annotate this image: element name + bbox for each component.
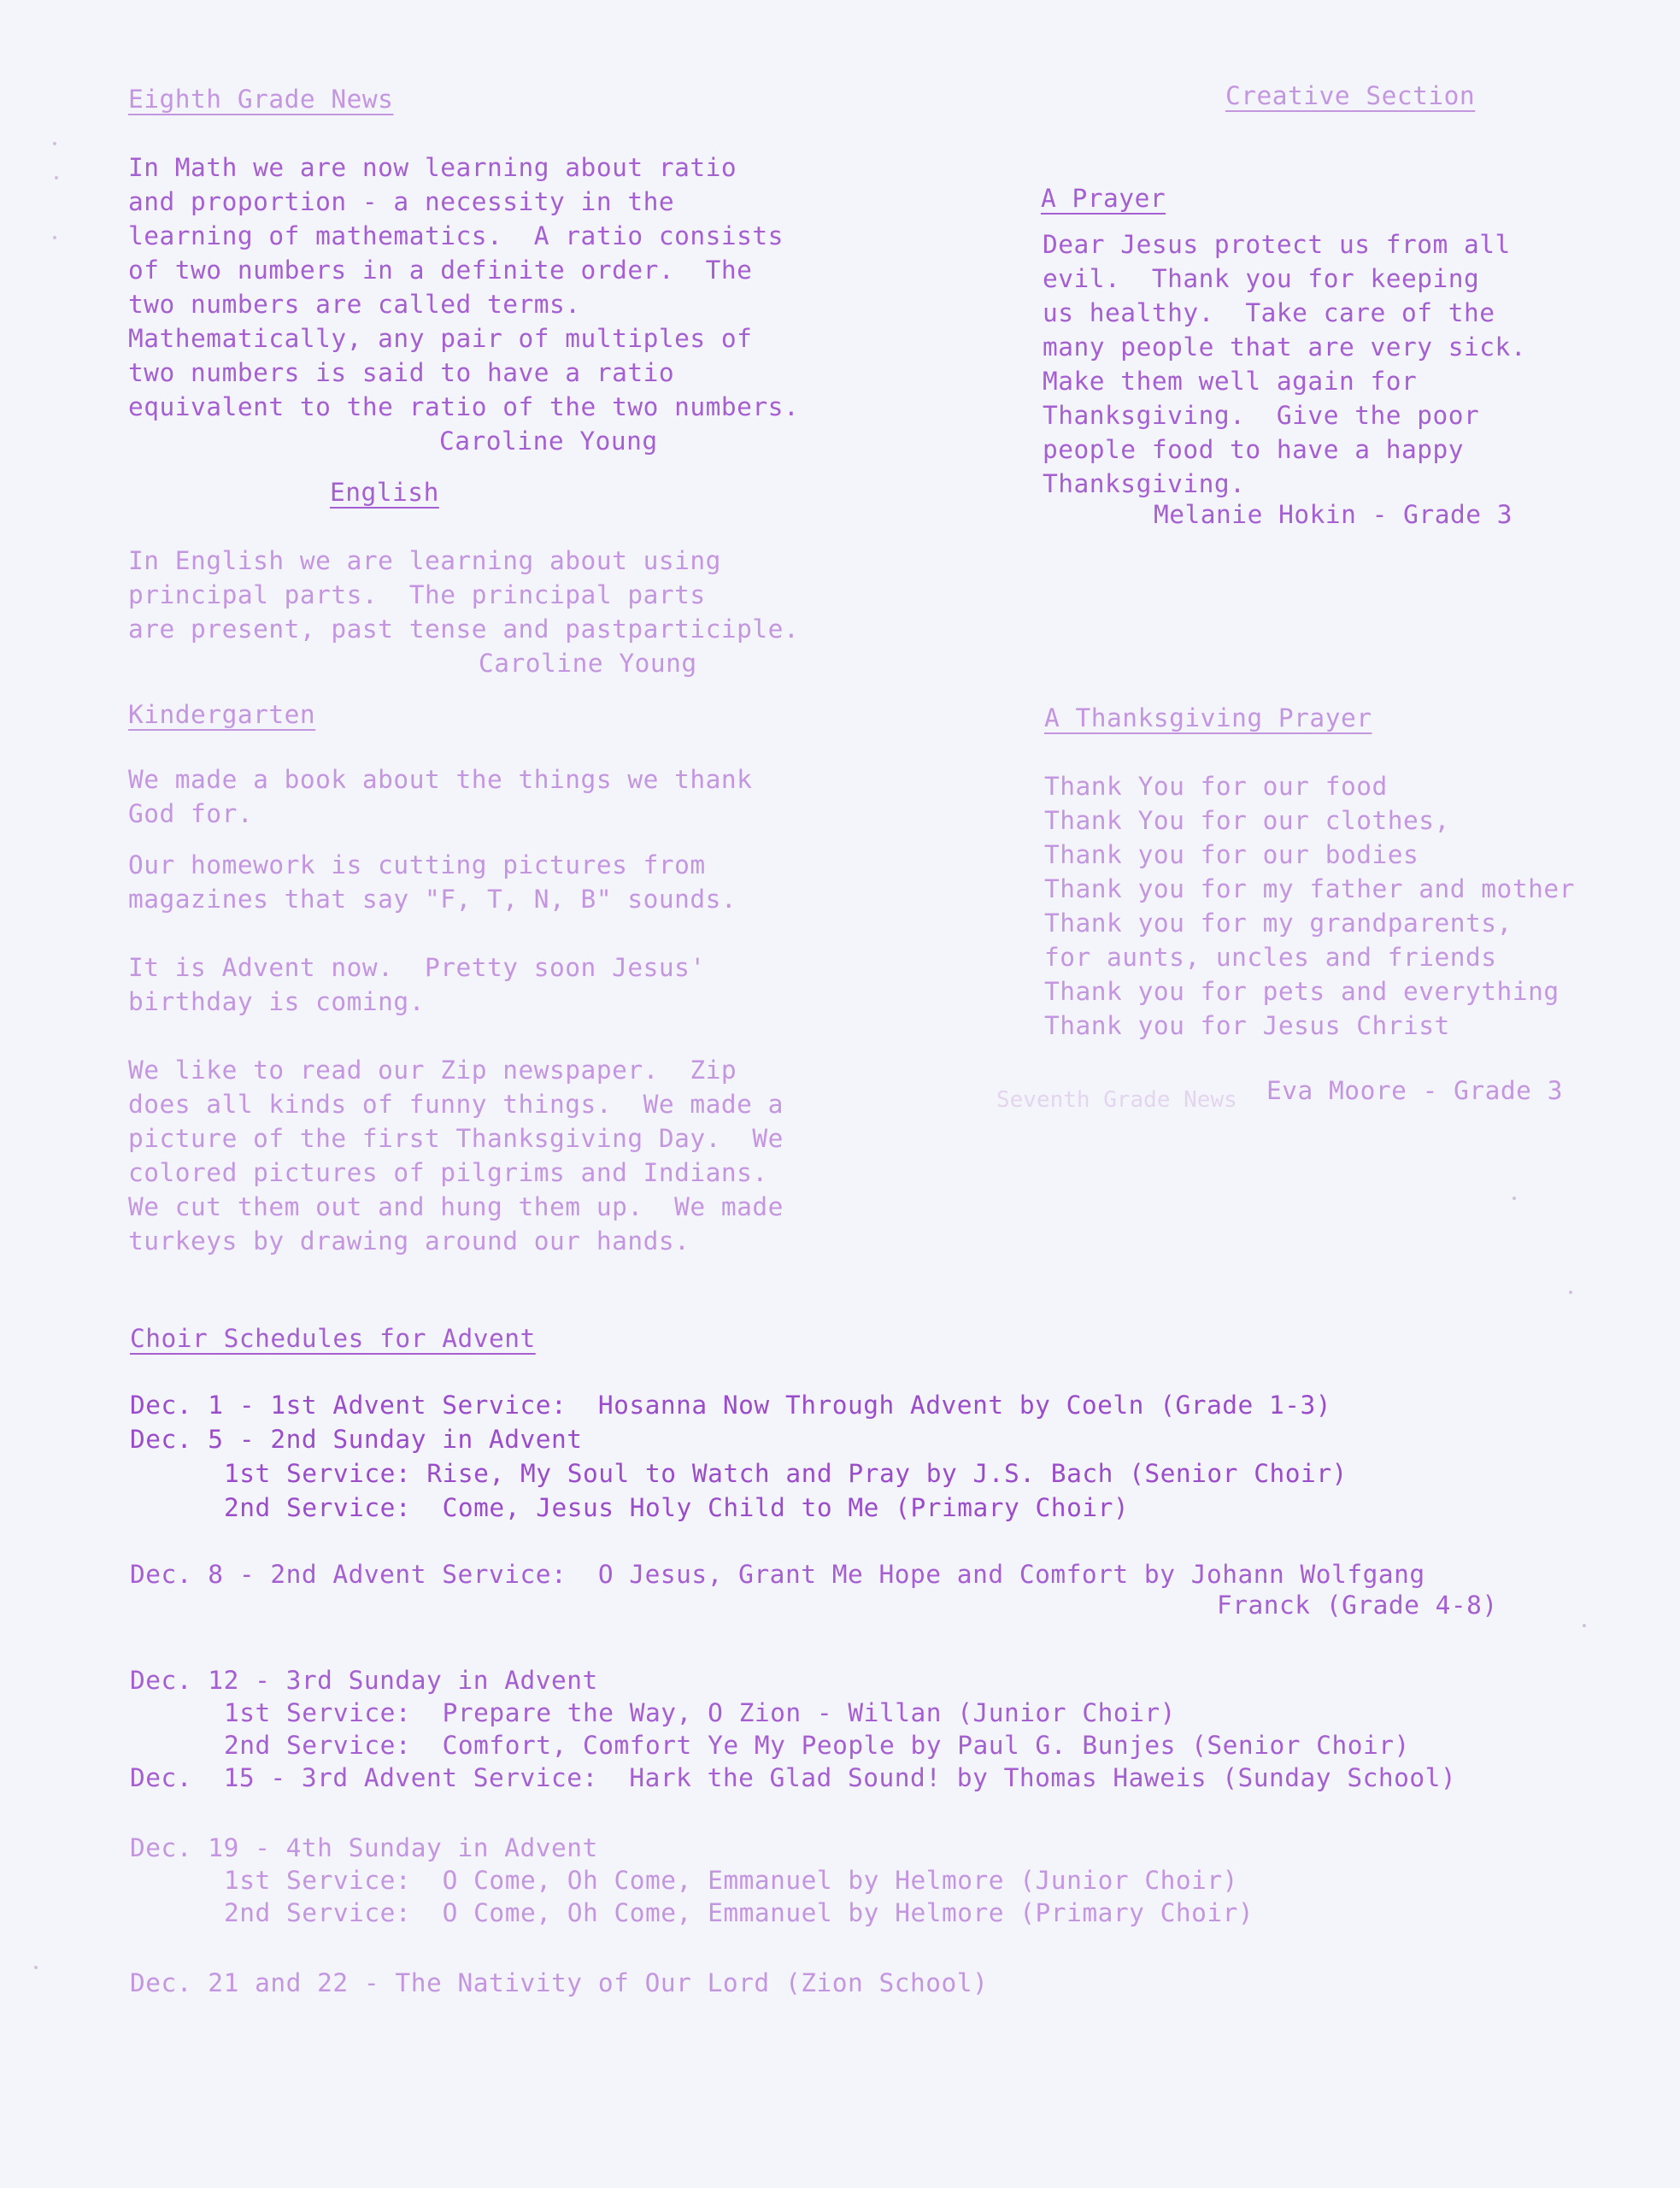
eighth-grade-line: In Math we are now learning about ratio xyxy=(128,153,737,182)
kindergarten-line: Our homework is cutting pictures from xyxy=(128,850,706,879)
eighth-grade-line: two numbers is said to have a ratio xyxy=(128,358,675,387)
choir-line: 1st Service: Prepare the Way, O Zion - Willan (Junior Choir) xyxy=(224,1698,1176,1727)
prayer-title: A Prayer xyxy=(1041,184,1166,213)
eighth-grade-author: Caroline Young xyxy=(439,426,658,456)
eighth-grade-heading: Eighth Grade News xyxy=(128,85,394,114)
english-line: In English we are learning about using xyxy=(128,546,721,575)
thanksgiving-line: Thank you for our bodies xyxy=(1044,840,1419,869)
prayer-author: Melanie Hokin - Grade 3 xyxy=(1154,500,1513,529)
eighth-grade-line: Mathematically, any pair of multiples of xyxy=(128,324,753,353)
paper-speck xyxy=(1569,1291,1572,1294)
english-author: Caroline Young xyxy=(479,649,697,678)
choir-line: Dec. 1 - 1st Advent Service: Hosanna Now Through Advent by Coeln (Grade 1-3) xyxy=(130,1391,1332,1420)
kindergarten-line: God for. xyxy=(128,799,254,828)
choir-line: Franck (Grade 4-8) xyxy=(1217,1591,1498,1620)
kindergarten-line: colored pictures of pilgrims and Indians. xyxy=(128,1158,768,1187)
kindergarten-line: We made a book about the things we thank xyxy=(128,765,753,794)
choir-line: Dec. 12 - 3rd Sunday in Advent xyxy=(130,1666,598,1695)
thanksgiving-prayer-title: A Thanksgiving Prayer xyxy=(1044,703,1372,732)
paper-speck xyxy=(53,142,56,145)
prayer-line: Dear Jesus protect us from all xyxy=(1043,230,1511,259)
eighth-grade-line: equivalent to the ratio of the two numbers. xyxy=(128,392,800,421)
english-heading: English xyxy=(330,478,439,507)
bleed-through-text: Seventh Grade News xyxy=(996,1087,1237,1113)
creative-section-heading: Creative Section xyxy=(1225,81,1476,110)
eighth-grade-line: learning of mathematics. A ratio consists xyxy=(128,221,784,250)
kindergarten-line: magazines that say "F, T, N, B" sounds. xyxy=(128,885,737,914)
kindergarten-line: turkeys by drawing around our hands. xyxy=(128,1226,690,1256)
english-line: principal parts. The principal parts xyxy=(128,580,706,609)
paper-speck xyxy=(1583,1624,1586,1627)
kindergarten-line: We cut them out and hung them up. We made xyxy=(128,1192,784,1221)
prayer-line: us healthy. Take care of the xyxy=(1043,298,1495,327)
thanksgiving-line: for aunts, uncles and friends xyxy=(1044,943,1497,972)
choir-line: Dec. 15 - 3rd Advent Service: Hark the Glad Sound! by Thomas Haweis (Sunday School) xyxy=(130,1763,1457,1792)
choir-line: Dec. 19 - 4th Sunday in Advent xyxy=(130,1833,598,1862)
choir-line: Dec. 5 - 2nd Sunday in Advent xyxy=(130,1425,583,1454)
prayer-line: many people that are very sick. xyxy=(1043,332,1527,362)
thanksgiving-line: Thank You for our food xyxy=(1044,772,1388,801)
prayer-line: evil. Thank you for keeping xyxy=(1043,264,1480,293)
choir-line: 2nd Service: Comfort, Comfort Ye My People by Paul G. Bunjes (Senior Choir) xyxy=(224,1731,1410,1760)
choir-line: 1st Service: O Come, Oh Come, Emmanuel by Helmore (Junior Choir) xyxy=(224,1866,1238,1895)
eighth-grade-line: of two numbers in a definite order. The xyxy=(128,256,753,285)
prayer-line: Thanksgiving. Give the poor xyxy=(1043,401,1480,430)
kindergarten-line: does all kinds of funny things. We made a xyxy=(128,1090,784,1119)
thanksgiving-line: Thank you for my father and mother xyxy=(1044,874,1575,903)
choir-line: 1st Service: Rise, My Soul to Watch and Pray by J.S. Bach (Senior Choir) xyxy=(224,1459,1348,1488)
choir-heading: Choir Schedules for Advent xyxy=(130,1324,536,1353)
eighth-grade-line: two numbers are called terms. xyxy=(128,290,581,319)
kindergarten-line: picture of the first Thanksgiving Day. We xyxy=(128,1124,784,1153)
choir-line: Dec. 8 - 2nd Advent Service: O Jesus, Grant Me Hope and Comfort by Johann Wolfgang xyxy=(130,1560,1425,1589)
thanksgiving-line: Thank you for pets and everything xyxy=(1044,977,1560,1006)
kindergarten-line: It is Advent now. Pretty soon Jesus' xyxy=(128,953,706,982)
choir-line: Dec. 21 and 22 - The Nativity of Our Lord (Zion School) xyxy=(130,1968,989,1997)
prayer-line: Make them well again for xyxy=(1043,367,1418,396)
paper-speck xyxy=(1513,1197,1516,1200)
thanksgiving-line: Thank You for our clothes, xyxy=(1044,806,1450,835)
eighth-grade-line: and proportion - a necessity in the xyxy=(128,187,675,216)
kindergarten-line: We like to read our Zip newspaper. Zip xyxy=(128,1056,737,1085)
kindergarten-line: birthday is coming. xyxy=(128,987,425,1016)
thanksgiving-line: Thank you for Jesus Christ xyxy=(1044,1011,1450,1040)
thanksgiving-author: Eva Moore - Grade 3 xyxy=(1266,1076,1563,1105)
thanksgiving-line: Thank you for my grandparents, xyxy=(1044,909,1513,938)
paper-speck xyxy=(55,176,58,179)
kindergarten-heading: Kindergarten xyxy=(128,700,316,729)
paper-speck xyxy=(34,1966,38,1969)
choir-line: 2nd Service: Come, Jesus Holy Child to Me (Primary Choir) xyxy=(224,1493,1130,1522)
choir-line: 2nd Service: O Come, Oh Come, Emmanuel by Helmore (Primary Choir) xyxy=(224,1898,1254,1927)
prayer-line: Thanksgiving. xyxy=(1043,469,1246,498)
english-line: are present, past tense and pastparticiple. xyxy=(128,615,800,644)
paper-speck xyxy=(53,236,56,239)
prayer-line: people food to have a happy xyxy=(1043,435,1465,464)
